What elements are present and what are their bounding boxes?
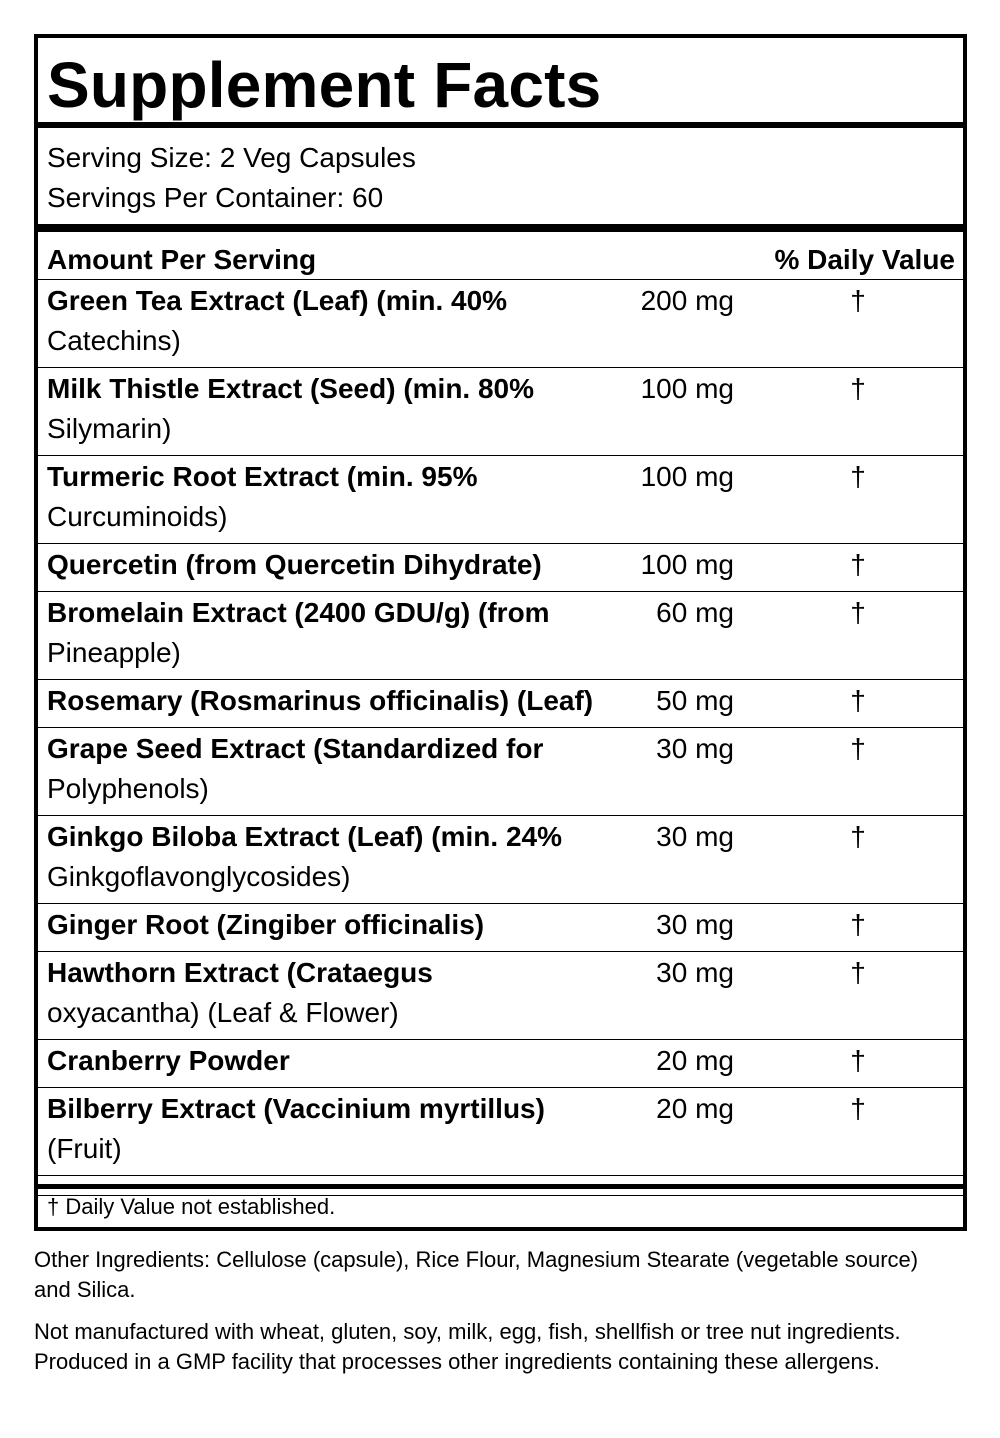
ingredient-daily-value: † xyxy=(850,373,866,404)
ingredient-amount: 30 mg xyxy=(656,957,734,988)
ingredient-name-secondary: oxyacantha) (Leaf & Flower) xyxy=(47,997,399,1028)
ingredient-amount: 60 mg xyxy=(656,597,734,628)
ingredient-daily-value: † xyxy=(850,909,866,940)
ingredient-daily-value: † xyxy=(850,1045,866,1076)
ingredient-daily-value: † xyxy=(850,597,866,628)
servings-per-container: Servings Per Container: 60 xyxy=(47,182,384,213)
header-amount-per-serving: Amount Per Serving xyxy=(47,244,317,275)
ingredient-row xyxy=(38,544,963,592)
ingredient-name xyxy=(47,369,647,449)
ingredient-daily-value: † xyxy=(850,549,866,580)
panel-title: Supplement Facts xyxy=(47,49,602,121)
ingredient-name-primary: Bromelain Extract (2400 GDU/g) (from xyxy=(47,597,550,628)
allergen-statement: Not manufactured with wheat, gluten, soy, milk, egg, fish, shellfish or tree nut ingredients. Produced in a GMP facility that processes other ingredients containing these allergens. xyxy=(34,1319,901,1374)
thick-divider-bottom xyxy=(38,1184,963,1189)
ingredient-row xyxy=(38,280,963,368)
ingredient-amount: 30 mg xyxy=(656,821,734,852)
ingredient-name-secondary: (Fruit) xyxy=(47,1133,122,1164)
ingredient-name-primary: Bilberry Extract (Vaccinium myrtillus) xyxy=(47,1093,545,1124)
ingredient-daily-value: † xyxy=(850,685,866,716)
other-ingredients: Other Ingredients: Cellulose (capsule), Rice Flour, Magnesium Stearate (vegetable source) and Silica. xyxy=(34,1247,919,1302)
ingredient-name-primary: Rosemary (Rosmarinus officinalis) (Leaf) xyxy=(47,685,594,716)
ingredient-name xyxy=(47,905,647,945)
ingredient-amount: 200 mg xyxy=(640,285,734,316)
ingredient-name-primary: Green Tea Extract (Leaf) (min. 40% xyxy=(47,285,508,316)
ingredient-name-primary: Grape Seed Extract (Standardized for xyxy=(47,733,544,764)
ingredient-name-secondary: Pineapple) xyxy=(47,637,181,668)
ingredient-row xyxy=(38,456,963,544)
ingredient-amount: 50 mg xyxy=(656,685,734,716)
ingredient-daily-value: † xyxy=(850,733,866,764)
thick-divider-serving xyxy=(38,224,963,232)
ingredient-row xyxy=(38,952,963,1040)
ingredient-row xyxy=(38,816,963,904)
serving-size: Serving Size: 2 Veg Capsules xyxy=(47,142,416,173)
ingredient-daily-value: † xyxy=(850,461,866,492)
ingredient-name-secondary: Ginkgoflavonglycosides) xyxy=(47,861,351,892)
ingredient-amount: 100 mg xyxy=(640,549,734,580)
ingredient-daily-value: † xyxy=(850,1093,866,1124)
ingredient-name-primary: Hawthorn Extract (Crataegus xyxy=(47,957,433,988)
ingredient-name xyxy=(47,545,647,585)
ingredient-daily-value: † xyxy=(850,957,866,988)
ingredient-name-primary: Turmeric Root Extract (min. 95% xyxy=(47,461,478,492)
ingredient-amount: 100 mg xyxy=(640,461,734,492)
ingredient-name xyxy=(47,729,647,809)
ingredient-row xyxy=(38,1088,963,1176)
ingredient-amount: 30 mg xyxy=(656,733,734,764)
ingredient-daily-value: † xyxy=(850,285,866,316)
ingredient-row xyxy=(38,1040,963,1088)
ingredient-row xyxy=(38,904,963,952)
supplement-facts-panel xyxy=(34,34,967,1231)
ingredient-name xyxy=(47,593,647,673)
ingredient-amount: 30 mg xyxy=(656,909,734,940)
ingredient-name xyxy=(47,681,647,721)
header-daily-value: % Daily Value xyxy=(774,244,955,275)
ingredient-name xyxy=(47,953,647,1033)
ingredient-name-primary: Ginger Root (Zingiber officinalis) xyxy=(47,909,485,940)
ingredient-amount: 100 mg xyxy=(640,373,734,404)
ingredient-name xyxy=(47,817,647,897)
ingredient-name-secondary: Curcuminoids) xyxy=(47,501,228,532)
ingredient-amount: 20 mg xyxy=(656,1093,734,1124)
ingredient-name xyxy=(47,1041,647,1081)
daily-value-footnote: † Daily Value not established. xyxy=(47,1194,336,1219)
ingredient-name-primary: Quercetin (from Quercetin Dihydrate) xyxy=(47,549,542,580)
ingredient-name-secondary: Catechins) xyxy=(47,325,181,356)
ingredient-name xyxy=(47,1089,647,1169)
ingredient-name xyxy=(47,281,647,361)
ingredient-name-primary: Cranberry Powder xyxy=(47,1045,290,1076)
ingredient-name-primary: Milk Thistle Extract (Seed) (min. 80% xyxy=(47,373,535,404)
ingredient-row xyxy=(38,728,963,816)
ingredient-name-secondary: Silymarin) xyxy=(47,413,172,444)
ingredient-name-primary: Ginkgo Biloba Extract (Leaf) (min. 24% xyxy=(47,821,562,852)
thick-divider-top xyxy=(38,122,963,128)
ingredient-amount: 20 mg xyxy=(656,1045,734,1076)
ingredient-row xyxy=(38,592,963,680)
ingredient-row xyxy=(38,680,963,728)
ingredient-row xyxy=(38,368,963,456)
ingredient-daily-value: † xyxy=(850,821,866,852)
ingredient-name-secondary: Polyphenols) xyxy=(47,773,209,804)
ingredient-name xyxy=(47,457,647,537)
